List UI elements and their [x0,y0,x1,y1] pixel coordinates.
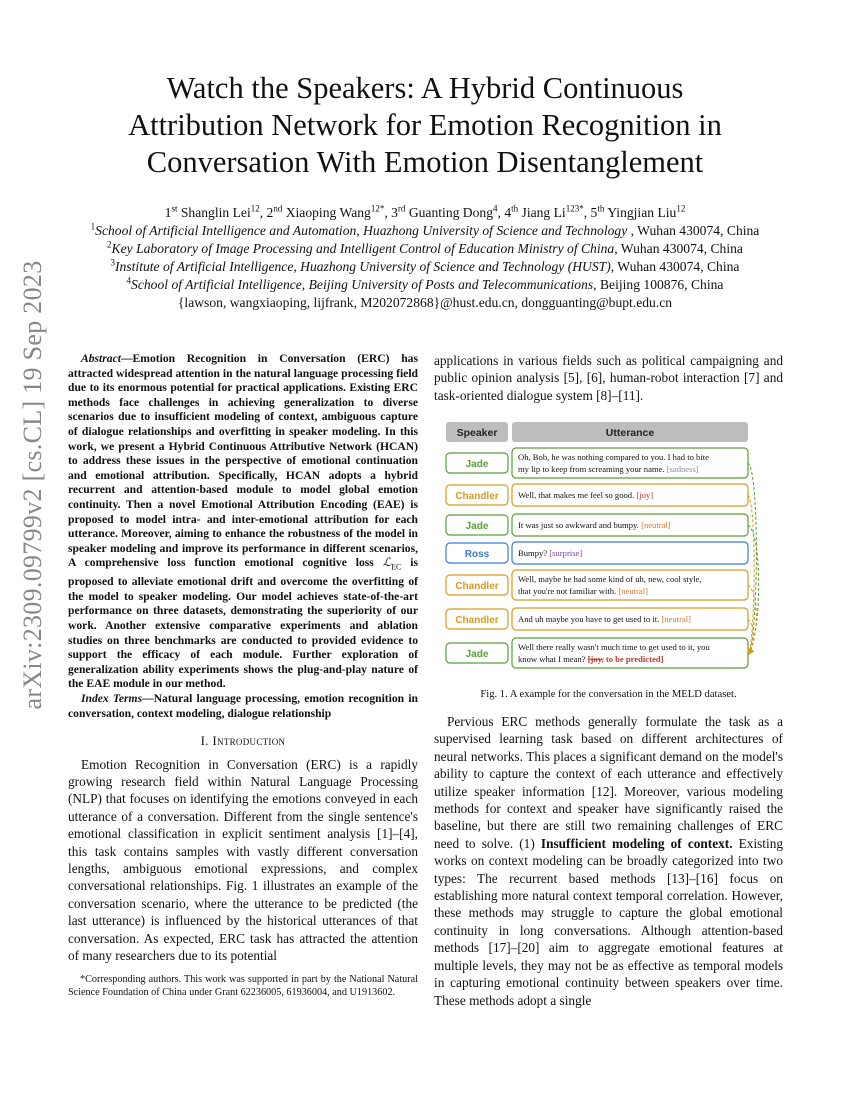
speaker-header: Speaker [456,427,498,439]
speaker-label: Jade [465,649,489,660]
footnote: *Corresponding authors. This work was supported in part by the National Natural Science Foundation of China under Grant 62236005, 61936004, and U1913602. [68,974,418,999]
utterance-text: Bumpy? [surprise] [518,548,583,558]
left-column [68,352,418,1000]
dependency-arrows [748,463,759,654]
utterance-header: Utterance [605,427,655,439]
emotion-label: [surprise] [549,548,583,558]
right-column-bottom [434,713,783,1009]
figure-caption: Fig. 1. A example for the conversation in the MELD dataset. [480,689,737,700]
utterance-text: my lip to keep from screaming your name. [sadness] [518,464,699,474]
dependency-arrow [748,585,756,654]
section-heading: I. Introduction [200,733,286,749]
abstract: Abstract—Emotion Recognition in Conversation (ERC) has attracted widespread attention in the natural language processing field due to its enormous potential for practical applications. Existing ERC methods face challenges in achieving generalization to diverse scenarios due to insufficient modeling of context, ambiguous capture of dialogue relationships and overfitting in speaker modeling. In this work, we present a Hybrid Continuous Attributive Network (HCAN) to address these issues in the perspective of emotional continuation and emotional attribution. Specifically, HCAN adopts a hybrid recurrent and attention-based module to model global emotion continuity. Then a novel Emotional Attribution Encoding (EAE) is proposed to model intra- and inter-emotional attribution for each utterance. Moreover, aiming to enhance the robustness of the model in speaker modeling and improve its performance in different scenarios, A comprehensive loss function emotional cognitive loss ℒ$_{EC}$ is proposed to alleviate emotional drift and overcome the overfitting of the model to speaker modeling. Our model achieves state-of-the-art performance on three datasets, demonstrating the superiority of our work. Another extensive comparative experiments and ablation studies on three benchmarks are conducted to provided evidence to support the efficacy of each module. Further exploration of generalization ability experiments shows the plug-and-play nature of the EAE module in our method. [68,352,419,691]
affiliation: $^4$School of Artificial Intelligence, Beijing University of Posts and Telecommunications, Beijing 100876, China [126,275,724,292]
utterance-text: Well, that makes me feel so good. [joy] [518,490,654,500]
emotion-label: [sadness] [666,464,699,474]
index-terms: Index Terms—Natural language processing, emotion recognition in conversation, context modeling, dialogue relationship [68,691,418,720]
utterance-text: Well, maybe he had some kind of uh, new, cool style, [518,574,702,584]
speaker-label: Chandler [455,615,499,626]
speaker-label: Jade [465,521,489,532]
affiliation: $^2$Key Laboratory of Image Processing and Intelligent Control of Education Ministry of China, Wuhan 430074, China [107,239,743,256]
intro-paragraph: Emotion Recognition in Conversation (ERC) is a rapidly growing research field within Natural Language Processing (NLP) that focuses on identifying the emotions conveyed in each utterance of a conversation. Different from the single sentence's emotional classification in explicit sentiment analysis [1]–[4], this task contains samples with vastly different conversation lengths, ambiguous emotional expressions, and complex conversational relationships. Fig. 1 illustrates an example of the conversation scenario, where the utterance to be predicted (the last utterance) is influenced by the historical utterances of that conversation. As expected, ERC task has attracted the attention of many researchers due to its potential [68,756,418,964]
title-line: Conversation With Emotion Disentanglement [146,145,704,179]
author-emails: {lawson, wangxiaoping, lijfrank, M202072868}@hust.edu.cn, dongguanting@bupt.edu.cn [177,295,673,310]
utterance-text: know what I mean? [joy, to be predicted] [518,654,664,664]
utterance-text: that you're not familiar with. [neutral] [518,586,648,596]
struck-label: [joy, [587,654,604,664]
paragraph: applications in various fields such as political campaigning and public opinion analysis [5], [6], human-robot interaction [7] and task-oriented dialogue system [8]–[11]. [434,353,783,403]
speaker-label: Chandler [455,581,499,592]
emotion-label: [joy] [636,490,654,500]
speaker-label: Ross [464,549,490,560]
author-names: 1st Shanglin Lei$^{12}$, 2nd Xiaoping Wang$^{12*}$, 3rd Guanting Dong$^4$, 4th Jiang $Li^{123*}$, 5th Yingjian Liu$^{12}$ [164,203,686,220]
arxiv-stamp: arXiv:2309.09799v2 [cs.CL] 19 Sep 2023 [18,260,47,710]
dependency-arrow [748,619,753,654]
utterance-text: It was just so awkward and bumpy. [neutral] [518,520,671,530]
title-line: Attribution Network for Emotion Recognition in [128,108,722,142]
title-line: Watch the Speakers: A Hybrid Continuous [166,71,684,105]
paper-title [60,70,790,181]
emotion-label: [neutral] [661,614,692,624]
speaker-label: Chandler [455,491,499,502]
affiliation: $^1$School of Artificial Intelligence and Automation, Huazhong University of Science and Technology , Wuhan 430074, China [90,221,760,238]
emotion-label: [neutral] [641,520,671,530]
conversation-diagram [444,418,764,676]
speaker-label: Jade [465,459,489,470]
utterance-text: Oh, Bob, he was nothing compared to you. I had to bite [518,452,709,462]
emotion-label: [neutral] [618,586,648,596]
utterance-text: And uh maybe you have to get used to it. [neutral] [518,614,692,624]
figure-1 [444,418,764,676]
right-column-top [434,352,783,404]
utterance-text: Well there really wasn't much time to get used to it, you [518,642,710,652]
author-block [60,204,790,312]
affiliation: $^3$Institute of Artificial Intelligence, Huazhong University of Science and Technology (HUST), Wuhan 430074, China [110,257,740,274]
paragraph: Pervious ERC methods generally formulate the task as a supervised learning task based on different architectures of neural networks. This places a significant demand on the model's ability to capture the context of each utterance and effectively utilize speaker information [12]. Moreover, various modeling methods for context and speaker have significantly raised the baseline, but there are still two remaining challenges of ERC need to solve. (1) Insufficient modeling of context. Existing works on context modeling can be broadly categorized into two types: The recurrent based methods [13]–[16] focus on establishing more natural context temporal correlation. However, these methods may struggle to capture the global emotional continuity in long conversations. Although attention-based methods [17]–[20] aim to aggregate emotional features at multiple levels, they may not be as effective as temporal models in capturing emotional continuity between speakers over time. These methods adopt a single [434,714,783,1008]
emotion-label: to be predicted] [603,654,664,664]
